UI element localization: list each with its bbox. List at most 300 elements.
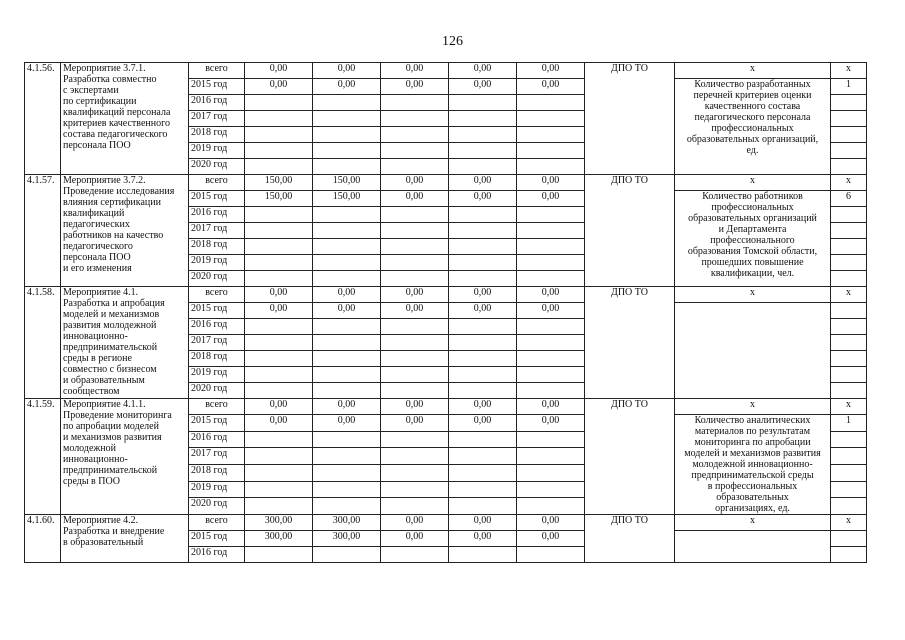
amount-cell: 0,00 (517, 79, 585, 95)
measure-name (61, 175, 189, 287)
indicator-line: образовательных (716, 492, 789, 503)
amount-cell: 0,00 (449, 79, 517, 95)
executor-cell: ДПО ТО (585, 515, 675, 563)
indicator-line: качественного состава (704, 101, 801, 112)
amount-cell: 0,00 (245, 303, 313, 319)
amount-cell (313, 255, 381, 271)
amount-cell: 0,00 (449, 175, 517, 191)
target-head-cell: x (831, 175, 867, 191)
amount-cell (245, 239, 313, 255)
measure-name-line: персонала ПОО (63, 252, 131, 263)
year-cell: 2016 год (189, 95, 245, 111)
amount-cell (381, 223, 449, 239)
measure-name (61, 515, 189, 563)
measure-name-line: состава педагогического (63, 129, 168, 140)
measure-name-line: предпринимательской (63, 465, 158, 476)
amount-cell: 0,00 (517, 287, 585, 303)
measure-name-line: Проведение исследования (63, 186, 175, 197)
indicator-line: и Департамента (718, 224, 787, 235)
executor-cell: ДПО ТО (585, 399, 675, 515)
indicator-cell (675, 191, 831, 287)
indicator-line: моделей и механизмов развития (684, 448, 821, 459)
measure-name (61, 399, 189, 515)
amount-cell: 300,00 (245, 515, 313, 531)
amount-cell (245, 547, 313, 563)
amount-cell (245, 481, 313, 498)
measure-number: 4.1.57. (25, 175, 61, 287)
year-cell: 2015 год (189, 79, 245, 95)
amount-cell: 0,00 (517, 531, 585, 547)
amount-cell (449, 367, 517, 383)
target-blank-cell (831, 547, 867, 563)
indicator-line: в профессиональных (707, 481, 798, 492)
measure-name-line: и его изменения (63, 263, 132, 274)
year-cell: всего (189, 515, 245, 531)
amount-cell: 0,00 (245, 79, 313, 95)
amount-cell: 0,00 (313, 303, 381, 319)
amount-cell: 150,00 (313, 191, 381, 207)
target-blank-cell (831, 111, 867, 127)
indicator-cell (675, 303, 831, 399)
year-cell: 2018 год (189, 351, 245, 367)
amount-cell (381, 271, 449, 287)
indicator-head-cell: x (675, 175, 831, 191)
measure-name-line: педагогических (63, 219, 130, 230)
amount-cell (449, 159, 517, 175)
measure-number: 4.1.58. (25, 287, 61, 399)
amount-cell (517, 351, 585, 367)
amount-cell (313, 367, 381, 383)
amount-cell (313, 547, 381, 563)
measure-name-line: по апробации моделей (63, 421, 159, 432)
year-cell: 2019 год (189, 481, 245, 498)
amount-cell (313, 207, 381, 223)
amount-cell (381, 319, 449, 335)
target-blank-cell (831, 367, 867, 383)
amount-cell (381, 335, 449, 351)
amount-cell (245, 127, 313, 143)
year-cell: 2016 год (189, 431, 245, 448)
table-row (25, 175, 867, 191)
amount-cell (517, 239, 585, 255)
year-cell: всего (189, 399, 245, 415)
amount-cell (449, 383, 517, 399)
measure-name-line: по сертификации (63, 96, 137, 107)
target-blank-cell (831, 448, 867, 465)
amount-cell: 300,00 (313, 515, 381, 531)
table-row (25, 399, 867, 415)
amount-cell: 0,00 (381, 515, 449, 531)
amount-cell (313, 498, 381, 515)
measure-name-line: персонала ПОО (63, 140, 131, 151)
target-blank-cell (831, 319, 867, 335)
amount-cell: 0,00 (381, 287, 449, 303)
amount-cell: 0,00 (449, 191, 517, 207)
measure-name-line: Разработка и апробация (63, 298, 165, 309)
executor-cell: ДПО ТО (585, 63, 675, 175)
indicator-cell (675, 415, 831, 515)
amount-cell (245, 367, 313, 383)
target-blank-cell (831, 431, 867, 448)
amount-cell: 0,00 (449, 303, 517, 319)
measure-name-line: предпринимательской (63, 342, 158, 353)
amount-cell (517, 431, 585, 448)
amount-cell (313, 351, 381, 367)
amount-cell (381, 383, 449, 399)
amount-cell (313, 335, 381, 351)
amount-cell: 0,00 (381, 531, 449, 547)
amount-cell (517, 498, 585, 515)
amount-cell (449, 223, 517, 239)
measure-name-line: сообществом (63, 386, 120, 397)
amount-cell: 0,00 (381, 415, 449, 432)
amount-cell (245, 143, 313, 159)
target-blank-cell (831, 207, 867, 223)
measure-name-line: среды в ПОО (63, 476, 120, 487)
amount-cell: 0,00 (517, 191, 585, 207)
executor-cell: ДПО ТО (585, 287, 675, 399)
amount-cell (313, 111, 381, 127)
year-cell: 2020 год (189, 271, 245, 287)
amount-cell (245, 498, 313, 515)
year-cell: 2020 год (189, 498, 245, 515)
measure-name-line: совместно с бизнесом (63, 364, 157, 375)
amount-cell (313, 95, 381, 111)
table-row (25, 515, 867, 531)
indicator-line: перечней критериев оценки (693, 90, 812, 101)
amount-cell (517, 367, 585, 383)
target-blank-cell (831, 335, 867, 351)
amount-cell (449, 481, 517, 498)
year-cell: всего (189, 63, 245, 79)
amount-cell (517, 481, 585, 498)
year-cell: 2015 год (189, 531, 245, 547)
measure-name-line: молодежной (63, 443, 117, 454)
amount-cell (245, 464, 313, 481)
amount-cell (381, 547, 449, 563)
amount-cell (517, 319, 585, 335)
page-number: 126 (442, 34, 463, 49)
amount-cell (381, 464, 449, 481)
amount-cell: 0,00 (313, 415, 381, 432)
amount-cell (517, 159, 585, 175)
amount-cell (313, 271, 381, 287)
amount-cell: 0,00 (517, 175, 585, 191)
measure-number: 4.1.60. (25, 515, 61, 563)
amount-cell (449, 255, 517, 271)
indicator-head-cell: x (675, 399, 831, 415)
indicator-line: предпринимательской среды (691, 470, 814, 481)
amount-cell (245, 448, 313, 465)
amount-cell (381, 498, 449, 515)
amount-cell (517, 255, 585, 271)
year-cell: 2018 год (189, 464, 245, 481)
measure-name-line: Разработка совместно (63, 74, 157, 85)
indicator-line: профессионального (710, 235, 795, 246)
indicator-line: профессиональных (711, 123, 794, 134)
amount-cell (381, 448, 449, 465)
amount-cell: 0,00 (381, 303, 449, 319)
indicator-line: квалификации, чел. (710, 268, 795, 279)
amount-cell: 0,00 (313, 79, 381, 95)
indicator-head-cell: x (675, 63, 831, 79)
target-value-cell (831, 303, 867, 319)
measure-name-line: педагогического (63, 241, 133, 252)
amount-cell: 300,00 (313, 531, 381, 547)
amount-cell (517, 111, 585, 127)
measure-number: 4.1.59. (25, 399, 61, 515)
indicator-head-cell: x (675, 515, 831, 531)
amount-cell (245, 319, 313, 335)
amount-cell: 0,00 (449, 287, 517, 303)
year-cell: 2015 год (189, 303, 245, 319)
amount-cell (313, 239, 381, 255)
amount-cell (381, 239, 449, 255)
amount-cell (517, 448, 585, 465)
year-cell: 2019 год (189, 367, 245, 383)
measure-name-line: Мероприятие 4.1. (63, 287, 139, 298)
measure-name (61, 63, 189, 175)
amount-cell (245, 255, 313, 271)
measure-name-line: Мероприятие 3.7.1. (63, 63, 146, 74)
amount-cell (381, 159, 449, 175)
measure-name (61, 287, 189, 399)
amount-cell (449, 143, 517, 159)
amount-cell (517, 464, 585, 481)
measure-name-line: квалификаций (63, 208, 125, 219)
amount-cell (449, 498, 517, 515)
measure-name-line: с экспертами (63, 85, 119, 96)
year-cell: 2016 год (189, 207, 245, 223)
target-blank-cell (831, 351, 867, 367)
year-cell: 2015 год (189, 415, 245, 432)
amount-cell (449, 271, 517, 287)
measure-name-line: инновационно- (63, 454, 128, 465)
amount-cell: 0,00 (449, 531, 517, 547)
amount-cell: 0,00 (245, 399, 313, 415)
indicator-line: Количество аналитических (694, 415, 811, 426)
amount-cell (245, 223, 313, 239)
year-cell: 2019 год (189, 143, 245, 159)
amount-cell (245, 335, 313, 351)
amount-cell (381, 255, 449, 271)
target-blank-cell (831, 143, 867, 159)
amount-cell: 0,00 (245, 415, 313, 432)
amount-cell (449, 448, 517, 465)
amount-cell (449, 207, 517, 223)
amount-cell (245, 159, 313, 175)
amount-cell (449, 95, 517, 111)
year-cell: 2015 год (189, 191, 245, 207)
amount-cell: 300,00 (245, 531, 313, 547)
amount-cell (381, 143, 449, 159)
indicator-line: педагогического персонала (694, 112, 811, 123)
year-cell: 2017 год (189, 223, 245, 239)
table-row (25, 287, 867, 303)
amount-cell (517, 207, 585, 223)
year-cell: 2020 год (189, 159, 245, 175)
measure-number: 4.1.56. (25, 63, 61, 175)
amount-cell (313, 159, 381, 175)
indicator-line: мониторинга по апробации (694, 437, 811, 448)
amount-cell (381, 111, 449, 127)
amount-cell (449, 239, 517, 255)
amount-cell (245, 351, 313, 367)
target-blank-cell (831, 481, 867, 498)
indicator-line: молодежной инновационно- (692, 459, 813, 470)
indicator-line: профессиональных (711, 202, 794, 213)
target-head-cell: x (831, 515, 867, 531)
year-cell: 2016 год (189, 319, 245, 335)
amount-cell (517, 127, 585, 143)
amount-cell: 0,00 (381, 175, 449, 191)
target-value-cell: 1 (831, 415, 867, 432)
amount-cell: 0,00 (381, 191, 449, 207)
target-blank-cell (831, 223, 867, 239)
amount-cell (245, 383, 313, 399)
amount-cell: 0,00 (381, 399, 449, 415)
amount-cell (313, 127, 381, 143)
measure-name-line: среды в регионе (63, 353, 132, 364)
indicator-line: образовательных организаций (688, 213, 817, 224)
target-blank-cell (831, 464, 867, 481)
target-value-cell: 6 (831, 191, 867, 207)
amount-cell (449, 127, 517, 143)
budget-table (24, 62, 867, 563)
target-blank-cell (831, 95, 867, 111)
table-row (25, 63, 867, 79)
amount-cell: 0,00 (517, 515, 585, 531)
measure-name-line: инновационно- (63, 331, 128, 342)
amount-cell: 0,00 (245, 63, 313, 79)
amount-cell (245, 95, 313, 111)
measure-name-line: моделей и механизмов (63, 309, 160, 320)
indicator-line: организациях, ед. (715, 503, 790, 514)
target-blank-cell (831, 498, 867, 515)
amount-cell: 0,00 (313, 399, 381, 415)
amount-cell (517, 383, 585, 399)
amount-cell: 0,00 (449, 515, 517, 531)
amount-cell (313, 464, 381, 481)
amount-cell (449, 464, 517, 481)
target-head-cell: x (831, 287, 867, 303)
amount-cell (449, 319, 517, 335)
amount-cell (245, 271, 313, 287)
target-blank-cell (831, 127, 867, 143)
amount-cell (517, 143, 585, 159)
target-head-cell: x (831, 63, 867, 79)
measure-name-line: критериев качественного (63, 118, 170, 129)
year-cell: 2017 год (189, 448, 245, 465)
indicator-line: образовательных организаций, (686, 134, 819, 145)
target-blank-cell (831, 159, 867, 175)
year-cell: всего (189, 287, 245, 303)
amount-cell: 0,00 (381, 79, 449, 95)
measure-name-line: влияния сертификации (63, 197, 161, 208)
amount-cell: 150,00 (245, 191, 313, 207)
amount-cell (381, 127, 449, 143)
measure-name-line: развития молодежной (63, 320, 157, 331)
indicator-cell (675, 79, 831, 175)
amount-cell: 0,00 (517, 399, 585, 415)
amount-cell (313, 319, 381, 335)
target-head-cell: x (831, 399, 867, 415)
amount-cell (381, 431, 449, 448)
measure-name-line: в образовательный (63, 537, 144, 548)
indicator-line: прошедших повышение (701, 257, 804, 268)
target-blank-cell (831, 239, 867, 255)
amount-cell (313, 143, 381, 159)
amount-cell: 0,00 (449, 415, 517, 432)
amount-cell (245, 431, 313, 448)
amount-cell (313, 481, 381, 498)
amount-cell (449, 351, 517, 367)
amount-cell (381, 95, 449, 111)
amount-cell (245, 111, 313, 127)
amount-cell: 150,00 (313, 175, 381, 191)
amount-cell (245, 207, 313, 223)
indicator-line: Количество работников (702, 191, 803, 202)
measure-name-line: работников на качество (63, 230, 164, 241)
indicator-line: Количество разработанных (694, 79, 811, 90)
amount-cell: 0,00 (313, 287, 381, 303)
measure-name-line: Мероприятие 4.1.1. (63, 399, 146, 410)
year-cell: 2020 год (189, 383, 245, 399)
target-blank-cell (831, 271, 867, 287)
indicator-line: образования Томской области, (687, 246, 818, 257)
amount-cell (313, 448, 381, 465)
amount-cell: 150,00 (245, 175, 313, 191)
amount-cell (381, 207, 449, 223)
target-value-cell: 1 (831, 79, 867, 95)
amount-cell (517, 335, 585, 351)
amount-cell: 0,00 (449, 63, 517, 79)
measure-name-line: и механизмов развития (63, 432, 162, 443)
amount-cell: 0,00 (517, 63, 585, 79)
amount-cell (517, 95, 585, 111)
amount-cell (449, 335, 517, 351)
amount-cell (517, 223, 585, 239)
year-cell: 2019 год (189, 255, 245, 271)
amount-cell: 0,00 (313, 63, 381, 79)
year-cell: 2018 год (189, 239, 245, 255)
year-cell: всего (189, 175, 245, 191)
amount-cell (517, 271, 585, 287)
amount-cell: 0,00 (381, 63, 449, 79)
measure-name-line: Разработка и внедрение (63, 526, 165, 537)
year-cell: 2016 год (189, 547, 245, 563)
year-cell: 2018 год (189, 127, 245, 143)
measure-name-line: и образовательным (63, 375, 145, 386)
indicator-line: ед. (746, 145, 759, 156)
indicator-head-cell: x (675, 287, 831, 303)
amount-cell: 0,00 (517, 303, 585, 319)
executor-cell: ДПО ТО (585, 175, 675, 287)
amount-cell (313, 431, 381, 448)
target-blank-cell (831, 255, 867, 271)
measure-name-line: Мероприятие 4.2. (63, 515, 139, 526)
amount-cell: 0,00 (517, 415, 585, 432)
indicator-line: материалов по результатам (694, 426, 811, 437)
amount-cell (313, 223, 381, 239)
amount-cell (313, 383, 381, 399)
amount-cell: 0,00 (245, 287, 313, 303)
measure-name-line: Проведение мониторинга (63, 410, 172, 421)
target-blank-cell (831, 383, 867, 399)
year-cell: 2017 год (189, 335, 245, 351)
amount-cell (381, 367, 449, 383)
amount-cell (449, 111, 517, 127)
